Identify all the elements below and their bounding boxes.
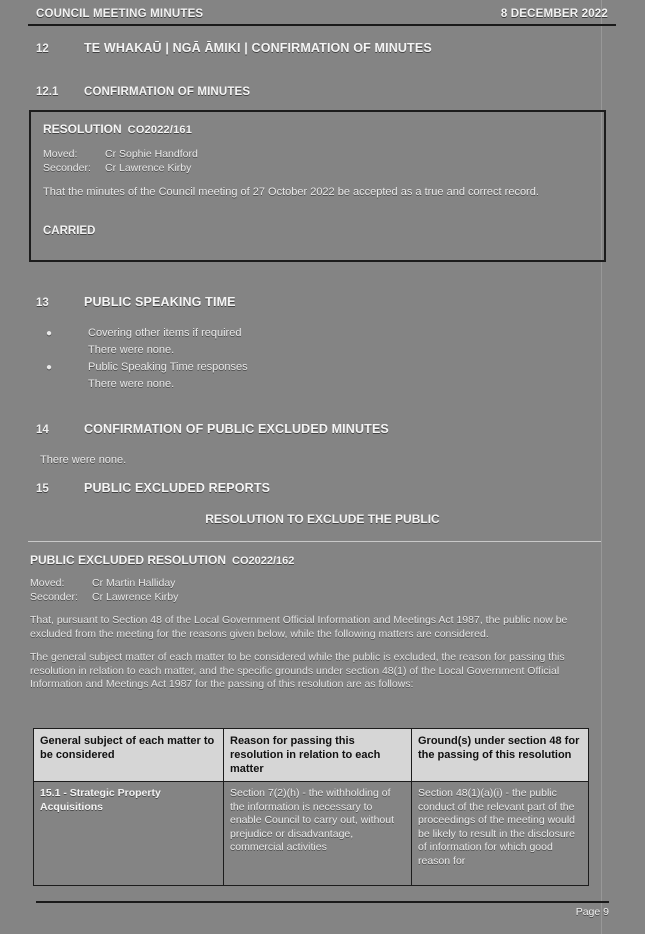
pe-moved-name: Cr Martin Halliday: [92, 577, 176, 589]
section-heading-13: [36, 295, 596, 309]
table-row: [34, 782, 589, 886]
table-cell-reason-text: Section 7(2)(h) - the withholding of the information is necessary to enable Council to carry out, without prejudice or disadvantage, commercial activities: [230, 787, 395, 853]
public-excluded-resolution-block: [30, 553, 602, 692]
section-15-title: PUBLIC EXCLUDED REPORTS: [84, 481, 271, 495]
section-14-body: There were none.: [40, 454, 127, 466]
resolution-reference: CO2022/161: [127, 124, 193, 136]
bullet-response-text: There were none.: [88, 344, 175, 356]
document-header: [36, 8, 608, 20]
section-12-1-title: CONFIRMATION OF MINUTES: [84, 86, 251, 98]
section-heading-15: [36, 481, 596, 495]
section-divider-rule: [28, 541, 601, 542]
section-13-number: 13: [36, 297, 49, 309]
section-12-1-number: 12.1: [36, 86, 59, 98]
table-cell-subject-text: 15.1 - Strategic Property Acquisitions: [40, 787, 161, 813]
header-title-left: COUNCIL MEETING MINUTES: [36, 8, 204, 20]
table-cell-ground: [412, 782, 589, 886]
pe-moved-label: Moved:: [30, 577, 65, 589]
pe-moved-row: [30, 576, 602, 590]
pe-seconder-row: [30, 590, 602, 604]
section-15-number: 15: [36, 483, 49, 495]
bullet-icon: ●: [46, 362, 53, 373]
resolution-to-exclude-heading: RESOLUTION TO EXCLUDE THE PUBLIC: [205, 512, 440, 526]
moved-name: Cr Sophie Handford: [105, 148, 198, 160]
section-12-number: 12: [36, 43, 49, 55]
page-number: Page 9: [575, 906, 609, 918]
public-excluded-matters-table: [33, 728, 589, 886]
bullet-icon: ●: [46, 328, 53, 339]
resolution-moved-row: [43, 147, 592, 161]
table-cell-ground-text: Section 48(1)(a)(i) - the public conduct of the relevant part of the proceedings of the meeting would be likely to result in the disclosure of information for which good reason for: [418, 787, 576, 867]
list-item: [36, 359, 596, 376]
resolution-body-text: That the minutes of the Council meeting of 27 October 2022 be accepted as a true and correct record.: [43, 186, 539, 198]
public-excluded-reference: CO2022/162: [232, 555, 295, 567]
section-heading-12: [36, 41, 596, 55]
resolution-outcome: CARRIED: [43, 225, 96, 237]
moved-label: Moved:: [43, 148, 78, 160]
public-excluded-label: PUBLIC EXCLUDED RESOLUTION: [30, 553, 227, 567]
section-14-title: CONFIRMATION OF PUBLIC EXCLUDED MINUTES: [84, 422, 389, 436]
pe-seconder-name: Cr Lawrence Kirby: [92, 591, 179, 603]
table-header-row: [34, 729, 589, 782]
pe-paragraph-2: The general subject matter of each matter to be considered while the public is excluded, the reason for passing this resolution in relation to each matter, and the specific grounds under section 48(1) of the Local Government Official Information and Meetings Act 1987 for the passing of this resolution are as follows:: [30, 651, 565, 690]
bullet-response-text: There were none.: [88, 378, 175, 390]
header-date-right: 8 DECEMBER 2022: [500, 8, 608, 20]
seconder-name: Cr Lawrence Kirby: [105, 162, 192, 174]
table-cell-subject: [34, 782, 224, 886]
table-cell-reason: [224, 782, 412, 886]
resolution-label: RESOLUTION: [43, 122, 122, 136]
public-speaking-bullet-list: [36, 325, 596, 393]
list-item: [36, 325, 596, 342]
seconder-label: Seconder:: [43, 162, 91, 174]
table-header-reason: Reason for passing this resolution in relation to each matter: [224, 729, 412, 782]
table-header-ground: Ground(s) under section 48 for the passing of this resolution: [412, 729, 589, 782]
pe-paragraph-1: That, pursuant to Section 48 of the Local Government Official Information and Meetings Act 1987, the public now be excluded from the meeting for the reasons given below, while the following matters are considered.: [30, 614, 568, 640]
resolution-box: [29, 110, 606, 262]
public-excluded-resolution-title: [30, 553, 602, 567]
resolution-seconder-row: [43, 161, 592, 175]
bullet-text: Covering other items if required: [88, 327, 242, 339]
bullet-text: Public Speaking Time responses: [88, 361, 248, 373]
section-12-title: TE WHAKAŪ | NGĀ ĀMIKI | CONFIRMATION OF MINUTES: [84, 41, 432, 55]
header-rule: [28, 24, 616, 26]
section-heading-12-1: [36, 86, 596, 98]
section-13-title: PUBLIC SPEAKING TIME: [84, 295, 236, 309]
footer-rule: [36, 901, 609, 903]
section-14-number: 14: [36, 424, 49, 436]
table-header-subject: General subject of each matter to be considered: [34, 729, 224, 782]
resolution-title: [43, 122, 592, 136]
section-heading-14: [36, 422, 596, 436]
pe-seconder-label: Seconder:: [30, 591, 78, 603]
